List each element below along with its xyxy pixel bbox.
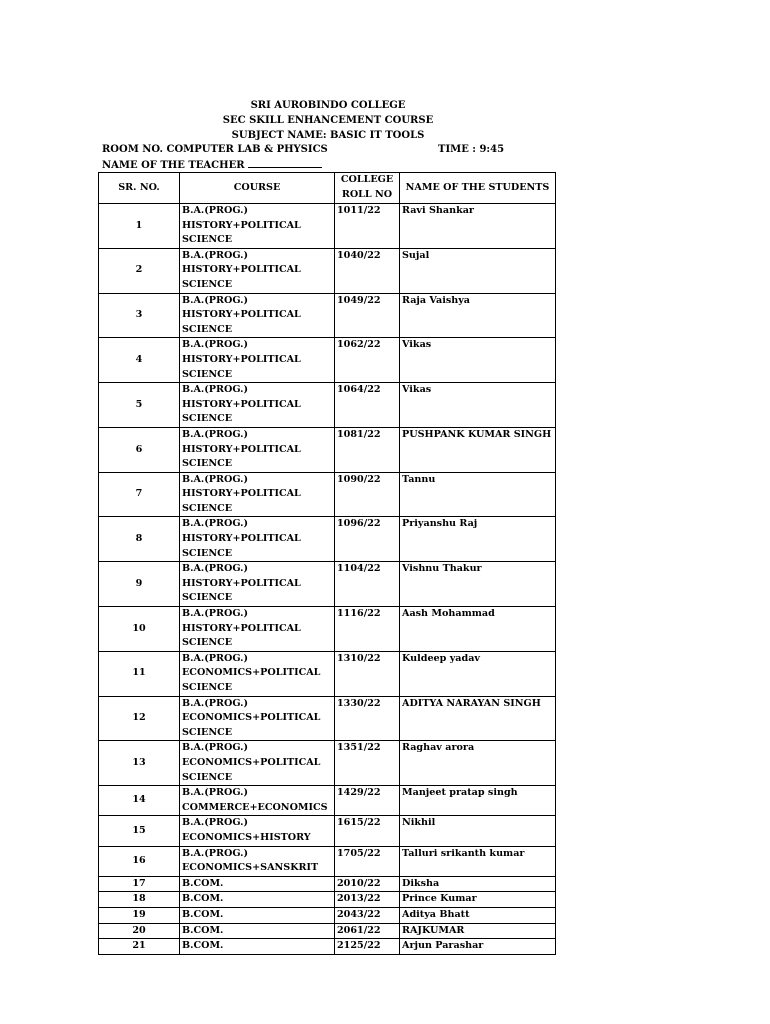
course-line: SCIENCE [182,413,233,425]
cell-sr-no: 12 [99,696,180,741]
course-line: HISTORY+POLITICAL [182,533,301,545]
course-line: HISTORY+POLITICAL [182,264,301,276]
course-line: ECONOMICS+POLITICAL [182,712,321,724]
cell-roll-no: 2043/22 [335,907,400,923]
course-line: HISTORY+POLITICAL [182,309,301,321]
course-line: B.A.(PROG.) [182,428,249,440]
table-row [99,338,556,383]
course-line: B.A.(PROG.) [182,787,249,799]
cell-roll-no: 1081/22 [335,427,400,472]
course-line: SCIENCE [182,502,233,514]
course-line: B.A.(PROG.) [182,742,249,754]
course-line: B.A.(PROG.) [182,339,249,351]
cell-sr-no: 18 [99,892,180,908]
table-row [99,517,556,562]
cell-roll-no: 1049/22 [335,293,400,338]
course-line: B.A.(PROG.) [182,384,249,396]
table-row [99,204,556,249]
column-header-roll-line1: COLLEGE [340,174,394,186]
cell-course [180,846,335,876]
cell-student-name: Talluri srikanth kumar [400,846,556,876]
course-line: B.A.(PROG.) [182,608,249,620]
table-row [99,846,556,876]
course-line: B.A.(PROG.) [182,518,249,530]
cell-sr-no: 21 [99,939,180,955]
cell-course [180,562,335,607]
college-title: SRI AUROBINDO COLLEGE [250,100,406,111]
cell-student-name: Diksha [400,876,556,892]
table-row [99,293,556,338]
course-line: ECONOMICS+POLITICAL [182,667,321,679]
student-roster-table [98,172,556,955]
cell-course [180,907,335,923]
cell-course [180,293,335,338]
table-body [99,204,556,955]
cell-student-name: Priyanshu Raj [400,517,556,562]
cell-course [180,939,335,955]
course-line: SCIENCE [182,368,233,380]
cell-roll-no: 1096/22 [335,517,400,562]
cell-sr-no: 8 [99,517,180,562]
table-header-row [99,173,556,204]
course-line: B.A.(PROG.) [182,473,249,485]
cell-course [180,607,335,652]
cell-student-name: Manjeet pratap singh [400,786,556,816]
course-line: HISTORY+POLITICAL [182,398,301,410]
course-line: HISTORY+POLITICAL [182,353,301,365]
cell-student-name: Vishnu Thakur [400,562,556,607]
room-label: ROOM NO. COMPUTER LAB & PHYSICS [102,144,328,155]
cell-course [180,696,335,741]
cell-roll-no: 1064/22 [335,383,400,428]
course-line: HISTORY+POLITICAL [182,443,301,455]
column-header-name: NAME OF THE STUDENTS [400,173,556,204]
subject-title: SUBJECT NAME: BASIC IT TOOLS [231,130,425,141]
cell-roll-no: 1011/22 [335,204,400,249]
cell-course [180,923,335,939]
cell-student-name: Kuldeep yadav [400,651,556,696]
cell-course [180,383,335,428]
cell-course [180,651,335,696]
cell-sr-no: 16 [99,846,180,876]
course-line: HISTORY+POLITICAL [182,622,301,634]
teacher-label-text: NAME OF THE TEACHER [102,160,245,171]
course-line: B.A.(PROG.) [182,817,249,829]
course-line: B.COM. [182,924,224,936]
course-line: B.A.(PROG.) [182,847,249,859]
cell-sr-no: 1 [99,204,180,249]
cell-roll-no: 1040/22 [335,248,400,293]
cell-course [180,816,335,846]
course-line: HISTORY+POLITICAL [182,219,301,231]
table-row [99,383,556,428]
course-line: SCIENCE [182,234,233,246]
column-header-sr: SR. NO. [99,173,180,204]
course-line: SCIENCE [182,278,233,290]
cell-roll-no: 1330/22 [335,696,400,741]
column-header-course: COURSE [180,173,335,204]
cell-student-name: Raghav arora [400,741,556,786]
cell-course [180,472,335,517]
cell-roll-no: 1429/22 [335,786,400,816]
course-line: B.A.(PROG.) [182,249,249,261]
cell-course [180,786,335,816]
cell-student-name: ADITYA NARAYAN SINGH [400,696,556,741]
table-row [99,607,556,652]
cell-sr-no: 6 [99,427,180,472]
course-line: SCIENCE [182,637,233,649]
cell-sr-no: 14 [99,786,180,816]
cell-roll-no: 1310/22 [335,651,400,696]
table-row [99,427,556,472]
course-line: COMMERCE+ECONOMICS [182,801,328,813]
table-row [99,741,556,786]
cell-student-name: Ravi Shankar [400,204,556,249]
cell-student-name: Raja Vaishya [400,293,556,338]
table-row [99,876,556,892]
cell-roll-no: 1116/22 [335,607,400,652]
cell-sr-no: 4 [99,338,180,383]
cell-sr-no: 20 [99,923,180,939]
table-row [99,562,556,607]
cell-sr-no: 7 [99,472,180,517]
table-row [99,248,556,293]
cell-roll-no: 1615/22 [335,816,400,846]
course-line: B.A.(PROG.) [182,563,249,575]
course-line: B.A.(PROG.) [182,294,249,306]
course-line: SCIENCE [182,592,233,604]
time-label: TIME : 9:45 [438,144,505,155]
cell-roll-no: 2010/22 [335,876,400,892]
table-row [99,651,556,696]
course-line: B.A.(PROG.) [182,697,249,709]
cell-student-name: Tannu [400,472,556,517]
table-row [99,786,556,816]
cell-course [180,248,335,293]
course-line: B.A.(PROG.) [182,205,249,216]
course-line: SCIENCE [182,323,233,335]
cell-sr-no: 17 [99,876,180,892]
cell-roll-no: 1062/22 [335,338,400,383]
cell-course [180,741,335,786]
course-line: SCIENCE [182,682,233,693]
course-line: SCIENCE [182,547,233,559]
table-row [99,923,556,939]
course-line: ECONOMICS+SANSKRIT [182,862,319,874]
cell-student-name: RAJKUMAR [400,923,556,939]
cell-roll-no: 1705/22 [335,846,400,876]
course-line: ECONOMICS+POLITICAL [182,756,321,768]
cell-sr-no: 10 [99,607,180,652]
teacher-label [102,158,322,172]
course-type-title: SEC SKILL ENHANCEMENT COURSE [222,115,434,126]
course-line: HISTORY+POLITICAL [182,488,301,500]
cell-sr-no: 9 [99,562,180,607]
cell-course [180,427,335,472]
cell-sr-no: 15 [99,816,180,846]
cell-sr-no: 13 [99,741,180,786]
course-line: B.COM. [182,940,224,952]
cell-sr-no: 5 [99,383,180,428]
table-row [99,816,556,846]
cell-course [180,204,335,249]
course-line: B.COM. [182,893,224,905]
course-line: B.A.(PROG.) [182,652,249,664]
course-line: SCIENCE [182,726,233,738]
column-header-roll-line2: ROLL NO [341,189,393,200]
table-row [99,939,556,955]
course-line: SCIENCE [182,458,233,470]
course-line: B.COM. [182,908,224,920]
teacher-name-blank [248,158,322,168]
cell-roll-no: 2013/22 [335,892,400,908]
course-line: ECONOMICS+HISTORY [182,831,311,843]
cell-sr-no: 2 [99,248,180,293]
cell-course [180,517,335,562]
cell-student-name: Vikas [400,338,556,383]
cell-student-name: Vikas [400,383,556,428]
cell-student-name: Prince Kumar [400,892,556,908]
course-line: SCIENCE [182,771,233,783]
cell-course [180,876,335,892]
cell-sr-no: 19 [99,907,180,923]
table-row [99,907,556,923]
cell-student-name: Nikhil [400,816,556,846]
cell-sr-no: 3 [99,293,180,338]
table-row [99,892,556,908]
cell-student-name: PUSHPANK KUMAR SINGH [400,427,556,472]
cell-student-name: Sujal [400,248,556,293]
course-line: HISTORY+POLITICAL [182,577,301,589]
cell-roll-no: 1351/22 [335,741,400,786]
cell-student-name: Aditya Bhatt [400,907,556,923]
cell-sr-no: 11 [99,651,180,696]
cell-student-name: Arjun Parashar [400,939,556,955]
table-row [99,472,556,517]
column-header-roll [335,173,400,204]
cell-course [180,892,335,908]
cell-student-name: Aash Mohammad [400,607,556,652]
cell-roll-no: 2061/22 [335,923,400,939]
cell-roll-no: 1090/22 [335,472,400,517]
table-row [99,696,556,741]
cell-roll-no: 1104/22 [335,562,400,607]
cell-roll-no: 2125/22 [335,939,400,955]
cell-course [180,338,335,383]
course-line: B.COM. [182,877,224,889]
